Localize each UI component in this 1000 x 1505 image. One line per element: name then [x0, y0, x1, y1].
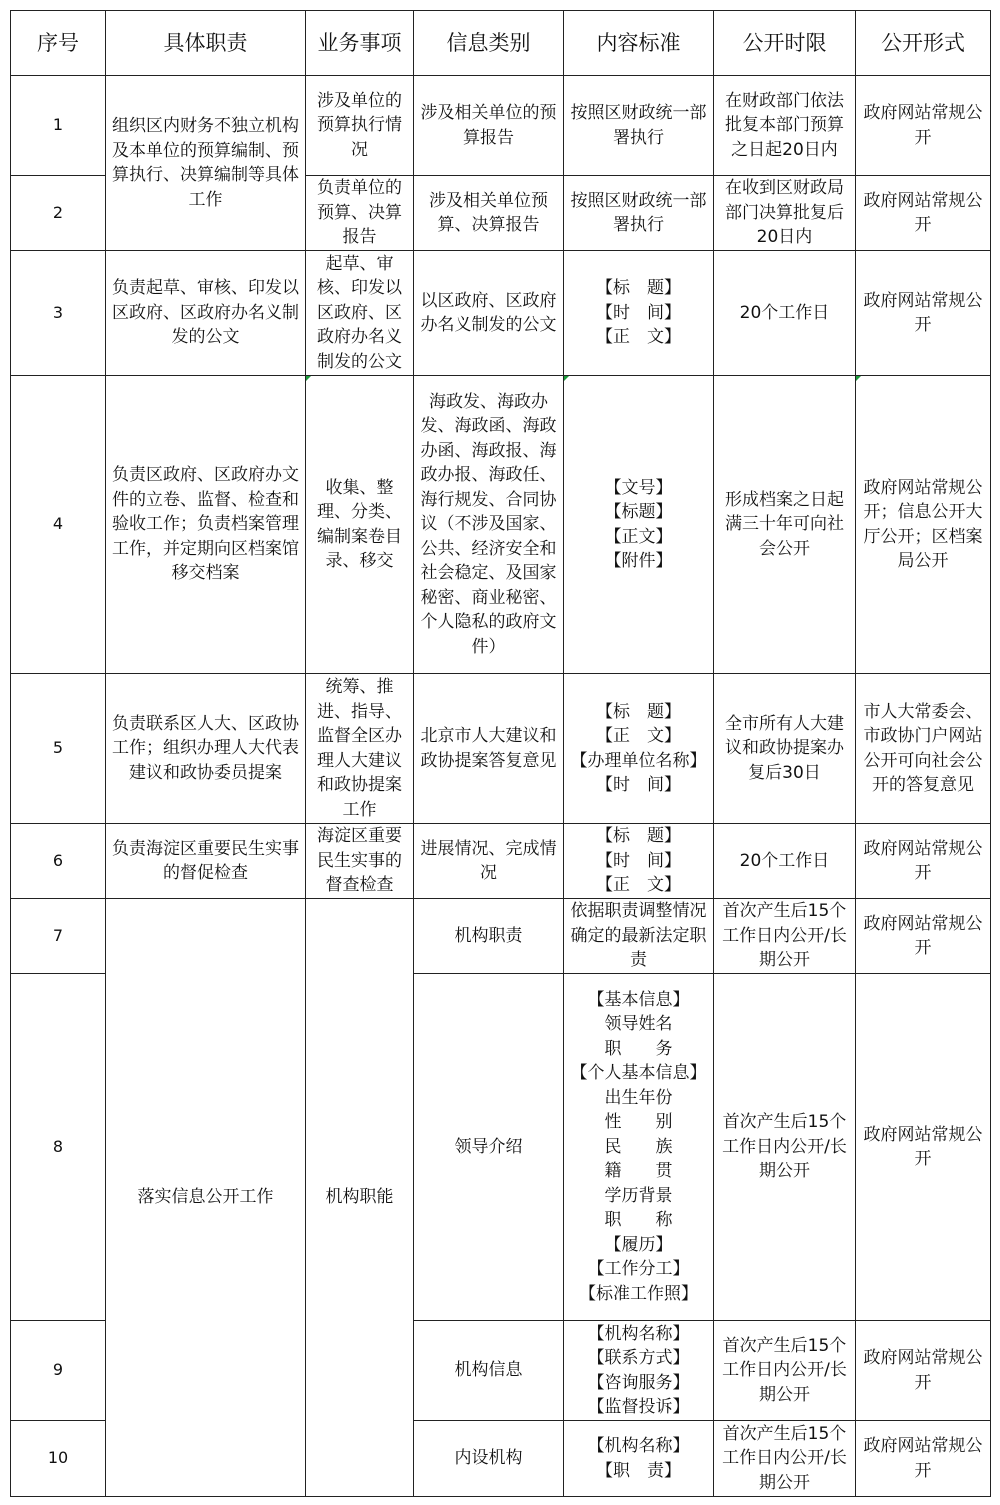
category-cell: 涉及相关单位的预算报告	[414, 76, 564, 176]
standard-line: 【工作分工】	[587, 1259, 690, 1280]
standard-line: 【联系方式】	[587, 1348, 690, 1368]
duty-cell: 负责区政府、区政府办文件的立卷、监督、检查和验收工作；负责档案管理工作，并定期向区档案馆移交档案	[106, 376, 306, 674]
deadline-cell: 在收到区财政局部门决算批复后20日内	[714, 176, 856, 251]
standard-line: 【文号】	[604, 477, 673, 498]
standard-line: 【标 题】	[596, 826, 681, 847]
deadline-cell: 首次产生后15个工作日内公开/长期公开	[714, 1421, 856, 1497]
standard-cell	[564, 974, 714, 1321]
header-row	[11, 11, 991, 76]
duty-cell: 组织区内财务不独立机构及本单位的预算编制、预算执行、决算编制等具体工作	[106, 76, 306, 251]
header-standard: 内容标准	[564, 11, 714, 76]
deadline-cell: 20个工作日	[714, 824, 856, 899]
standard-line: 【时 间】	[596, 775, 681, 795]
item-cell: 机构职能	[306, 899, 414, 1497]
standard-line: 领导姓名	[604, 1014, 673, 1035]
category-cell: 机构职责	[414, 899, 564, 974]
standard-cell	[564, 251, 714, 376]
header-duty: 具体职责	[106, 11, 306, 76]
deadline-cell: 首次产生后15个工作日内公开/长期公开	[714, 899, 856, 974]
form-cell: 政府网站常规公开；信息公开大厅公开；区档案局公开	[856, 376, 991, 674]
row-number: 1	[11, 76, 106, 176]
category-cell: 领导介绍	[414, 974, 564, 1321]
standard-line: 【正 文】	[596, 726, 681, 746]
deadline-cell: 形成档案之日起满三十年可向社会公开	[714, 376, 856, 674]
standard-line: 出生年份	[604, 1087, 673, 1108]
header-no: 序号	[11, 11, 106, 76]
item-cell: 涉及单位的预算执行情况	[306, 76, 414, 176]
standard-line: 【正 文】	[596, 327, 681, 348]
standard-line: 【正文】	[604, 526, 673, 547]
standard-line: 【时 间】	[596, 850, 681, 871]
standard-cell	[564, 376, 714, 674]
standard-line: 职 称	[604, 1210, 673, 1231]
table-row	[11, 899, 991, 974]
standard-line: 性 别	[604, 1112, 673, 1133]
disclosure-table	[10, 10, 991, 1497]
deadline-cell: 20个工作日	[714, 251, 856, 376]
item-cell: 海淀区重要民生实事的督查检查	[306, 824, 414, 899]
standard-cell	[564, 824, 714, 899]
deadline-cell: 在财政部门依法批复本部门预算之日起20日内	[714, 76, 856, 176]
row-number: 6	[11, 824, 106, 899]
standard-line: 【标准工作照】	[579, 1283, 698, 1304]
standard-cell	[564, 1421, 714, 1497]
table-row	[11, 376, 991, 674]
duty-cell: 负责起草、审核、印发以区政府、区政府办名义制发的公文	[106, 251, 306, 376]
form-cell: 市人大常委会、市政协门户网站公开可向社会公开的答复意见	[856, 674, 991, 824]
form-cell: 政府网站常规公开	[856, 251, 991, 376]
deadline-cell: 首次产生后15个工作日内公开/长期公开	[714, 1321, 856, 1421]
category-cell: 进展情况、完成情况	[414, 824, 564, 899]
header-deadline: 公开时限	[714, 11, 856, 76]
item-cell: 起草、审核、印发以区政府、区政府办名义制发的公文	[306, 251, 414, 376]
standard-line: 【正 文】	[596, 875, 681, 896]
standard-line: 【机构名称】	[587, 1323, 690, 1344]
item-cell: 统筹、推进、指导、监督全区办理人大建议和政协提案工作	[306, 674, 414, 824]
standard-cell: 按照区财政统一部署执行	[564, 176, 714, 251]
standard-line: 【咨询服务】	[587, 1372, 690, 1393]
standard-line: 【办理单位名称】	[570, 750, 707, 771]
form-cell: 政府网站常规公开	[856, 824, 991, 899]
category-cell: 海政发、海政办发、海政函、海政办函、海政报、海政办报、海政任、海行规发、合同协议（不涉及国家、公共、经济安全和社会稳定、及国家秘密、商业秘密、个人隐私的政府文件）	[414, 376, 564, 674]
standard-cell: 按照区财政统一部署执行	[564, 76, 714, 176]
duty-cell: 负责联系区人大、区政协工作；组织办理人大代表建议和政协委员提案	[106, 674, 306, 824]
standard-line: 【个人基本信息】	[570, 1063, 707, 1084]
form-cell: 政府网站常规公开	[856, 176, 991, 251]
row-number: 4	[11, 376, 106, 674]
duty-cell: 落实信息公开工作	[106, 899, 306, 1497]
form-cell: 政府网站常规公开	[856, 76, 991, 176]
table-row	[11, 674, 991, 824]
deadline-cell: 首次产生后15个工作日内公开/长期公开	[714, 974, 856, 1321]
category-cell: 以区政府、区政府办名义制发的公文	[414, 251, 564, 376]
standard-line: 【附件】	[604, 551, 673, 571]
table-row	[11, 251, 991, 376]
row-number: 9	[11, 1321, 106, 1421]
standard-line: 【标题】	[604, 502, 673, 522]
standard-line: 籍 贯	[604, 1161, 673, 1182]
header-item: 业务事项	[306, 11, 414, 76]
standard-line: 【标 题】	[596, 701, 681, 722]
form-cell: 政府网站常规公开	[856, 899, 991, 974]
standard-line: 【机构名称】	[587, 1436, 690, 1456]
standard-line: 学历背景	[604, 1185, 673, 1206]
header-category: 信息类别	[414, 11, 564, 76]
table-row	[11, 824, 991, 899]
row-number: 5	[11, 674, 106, 824]
standard-line: 【标 题】	[596, 278, 681, 299]
row-number: 8	[11, 974, 106, 1321]
row-number: 3	[11, 251, 106, 376]
category-cell: 北京市人大建议和政协提案答复意见	[414, 674, 564, 824]
row-number: 10	[11, 1421, 106, 1497]
standard-line: 民 族	[604, 1136, 673, 1157]
standard-line: 【基本信息】	[587, 989, 690, 1010]
standard-cell: 依据职责调整情况确定的最新法定职责	[564, 899, 714, 974]
form-cell: 政府网站常规公开	[856, 1421, 991, 1497]
row-number: 7	[11, 899, 106, 974]
row-number: 2	[11, 176, 106, 251]
duty-cell: 负责海淀区重要民生实事的督促检查	[106, 824, 306, 899]
category-cell: 机构信息	[414, 1321, 564, 1421]
standard-line: 职 务	[604, 1038, 673, 1059]
standard-cell	[564, 674, 714, 824]
item-cell: 收集、整理、分类、编制案卷目录、移交	[306, 376, 414, 674]
category-cell: 涉及相关单位预算、决算报告	[414, 176, 564, 251]
header-form: 公开形式	[856, 11, 991, 76]
deadline-cell: 全市所有人大建议和政协提案办复后30日	[714, 674, 856, 824]
form-cell: 政府网站常规公开	[856, 974, 991, 1321]
standard-line: 【监督投诉】	[587, 1397, 690, 1417]
item-cell: 负责单位的预算、决算报告	[306, 176, 414, 251]
standard-line: 【履历】	[604, 1234, 673, 1255]
standard-cell	[564, 1321, 714, 1421]
standard-line: 【时 间】	[596, 302, 681, 323]
category-cell: 内设机构	[414, 1421, 564, 1497]
standard-line: 【职 责】	[596, 1460, 681, 1481]
form-cell: 政府网站常规公开	[856, 1321, 991, 1421]
table-row	[11, 76, 991, 176]
